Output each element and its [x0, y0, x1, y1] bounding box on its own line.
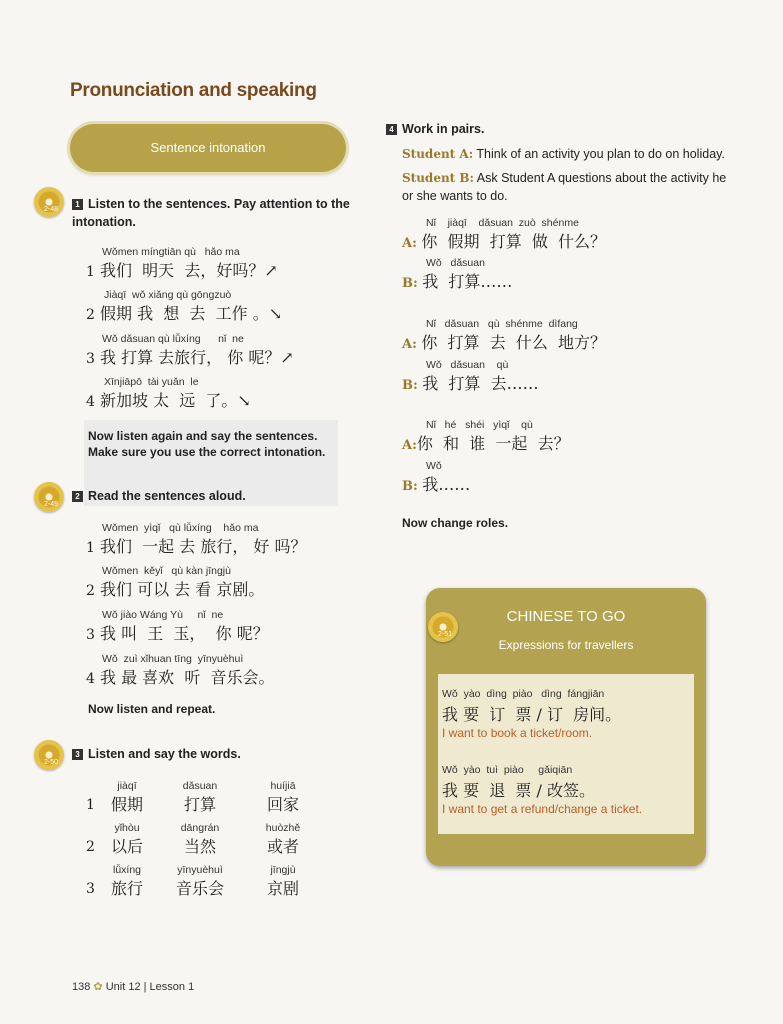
chinese-to-go-box [426, 588, 706, 866]
student-a-instruction [402, 147, 742, 161]
word [170, 780, 230, 815]
page-title: Pronunciation and speaking [70, 80, 317, 101]
hanzi: 或者 [266, 837, 299, 856]
word [170, 864, 230, 899]
pinyin: Xīnjiāpō tài yuǎn le [104, 376, 199, 388]
hanzi: 我 最 喜欢 听 音乐会。 [100, 668, 275, 687]
hanzi: 京剧 [266, 879, 299, 898]
track-label: 2-51 [437, 631, 452, 638]
pinyin: yǐhòu [114, 822, 140, 834]
exercise-2-heading [72, 489, 246, 503]
item-number: 2 [86, 583, 95, 599]
track-label: 2-48 [43, 206, 58, 213]
word-row [86, 780, 326, 822]
page-footer [72, 980, 194, 993]
dialogue-line [402, 318, 606, 353]
speaker-label: A: [402, 236, 417, 251]
hanzi: 我们 可以 去 看 京剧。 [100, 580, 265, 599]
instruction-text: Ask Student A questions about the activity he [476, 171, 727, 185]
dialogue-line [402, 257, 512, 292]
pinyin: Wǒ jiào Wáng Yù nǐ ne [102, 609, 224, 621]
word [258, 822, 308, 857]
pinyin: huòzhě [265, 822, 301, 834]
track-label: 2-50 [43, 759, 58, 766]
hanzi: 我 打算 去旅行， 你 呢？↗ [100, 348, 294, 367]
list-item [86, 653, 275, 688]
hanzi: 打算 [183, 795, 216, 814]
list-item [86, 565, 264, 600]
item-number: 1 [86, 797, 95, 813]
track-label: 2-49 [43, 501, 58, 508]
cd-icon[interactable] [34, 740, 64, 770]
pinyin: Wǒmen yìqǐ qù lǚxíng hǎo ma [102, 522, 259, 534]
hanzi: 假期 我 想 去 工作 。↘ [100, 304, 283, 323]
exercise-number: 3 [72, 749, 83, 760]
word [102, 780, 152, 815]
student-b-label: Student B: [402, 171, 474, 185]
list-item [86, 376, 251, 411]
word [102, 864, 152, 899]
hanzi: 旅行 [110, 879, 143, 898]
exercise-number: 4 [386, 124, 397, 135]
section-pill-label: Sentence intonation [150, 140, 266, 155]
pinyin: Nǐ jiàqī dǎsuan zuò shénme [426, 217, 579, 229]
hanzi: 你 和 谁 一起 去？ [416, 434, 570, 453]
pinyin: Wǒ [426, 460, 442, 472]
item-number: 3 [86, 881, 95, 897]
pinyin: dǎsuan [182, 780, 218, 792]
pinyin: huíjiā [270, 780, 296, 792]
speaker-label: A: [402, 337, 417, 352]
unit-label: Unit 12 [105, 981, 141, 993]
dialogue-line [402, 217, 606, 252]
hanzi: 我…… [422, 475, 471, 494]
pinyin: yīnyuèhuì [177, 864, 223, 876]
pinyin: Nǐ dǎsuan qù shénme dìfang [426, 318, 578, 330]
pinyin: dāngrán [180, 822, 220, 834]
hanzi: 假期 [110, 795, 143, 814]
hanzi: 我 打算…… [422, 272, 513, 291]
item-number: 3 [86, 627, 95, 643]
heading-line: intonation. [72, 215, 136, 229]
hanzi: 我们 明天 去，好吗？↗ [100, 261, 278, 280]
word [258, 864, 308, 899]
hanzi: 你 假期 打算 做 什么？ [421, 232, 607, 251]
heading-text: Listen and say the words. [88, 747, 241, 761]
cd-icon[interactable] [428, 612, 458, 642]
pinyin: Wǒ dǎsuan qù [426, 359, 509, 371]
instruction-line: Make sure you use the correct intonation. [88, 445, 326, 459]
pinyin: jiàqī [117, 780, 137, 792]
divider: | [143, 981, 147, 993]
flower-icon: ✿ [93, 981, 103, 993]
hanzi: 你 打算 去 什么 地方？ [421, 333, 607, 352]
hanzi: 音乐会 [175, 879, 224, 898]
hanzi: 新加坡 太 远 了。↘ [100, 391, 251, 410]
exercise-number: 1 [72, 199, 83, 210]
pinyin: Wǒ yào dìng piào dìng fángjiān [442, 688, 605, 700]
item-number: 3 [86, 351, 95, 367]
word [170, 822, 230, 857]
list-item [86, 333, 294, 368]
item-number: 2 [86, 307, 95, 323]
heading-text: Work in pairs. [402, 122, 485, 136]
cd-icon[interactable] [34, 482, 64, 512]
pinyin: lǚxíng [112, 864, 142, 876]
list-item [86, 246, 278, 281]
speaker-label: B: [402, 378, 418, 393]
list-item [86, 609, 269, 644]
translation: I want to get a refund/change a ticket. [442, 802, 643, 816]
list-item [86, 289, 282, 324]
speaker-label: B: [402, 276, 418, 291]
exercise-number: 2 [72, 491, 83, 502]
item-number: 4 [86, 671, 95, 687]
word-row [86, 864, 326, 906]
speaker-label: B: [402, 479, 418, 494]
box-subtitle: Expressions for travellers [498, 638, 634, 652]
page-number: 138 [72, 981, 91, 993]
lesson-label: Lesson 1 [149, 981, 195, 993]
hanzi: 回家 [266, 795, 299, 814]
instruction-text: Now listen and repeat. [88, 702, 216, 716]
pinyin: Wǒmen kěyǐ qù kàn jīngjù [102, 565, 231, 577]
exercise-1-heading [72, 195, 352, 231]
word [102, 822, 152, 857]
exercise-4-heading [386, 122, 484, 136]
pinyin: Wǒ yào tuì piào gǎiqiān [442, 764, 573, 776]
pinyin: jīngjù [270, 864, 296, 876]
dialogue-line [402, 359, 539, 394]
pinyin: Jiàqī wǒ xiǎng qù gōngzuò [104, 289, 232, 301]
hanzi: 以后 [110, 837, 143, 856]
pinyin: Wǒ zuì xǐhuan tīng yīnyuèhuì [102, 653, 244, 665]
instruction-line: Now listen again and say the sentences. [88, 429, 318, 443]
item-number: 4 [86, 394, 95, 410]
cd-icon[interactable] [34, 187, 64, 217]
list-item [86, 522, 307, 557]
dialogue-line [402, 419, 570, 454]
hanzi: 我 打算 去…… [422, 374, 539, 393]
student-b-instruction [402, 169, 742, 205]
box-title: CHINESE TO GO [506, 608, 626, 625]
dialogue-line [402, 460, 470, 495]
hanzi: 我们 一起 去 旅行， 好 吗？ [100, 537, 307, 556]
item-number: 1 [86, 540, 95, 556]
pinyin: Wǒ dǎsuan [426, 257, 485, 269]
item-number: 1 [86, 264, 95, 280]
section-pill [70, 124, 346, 172]
pinyin: Wǒmen míngtiān qù hǎo ma [102, 246, 240, 258]
expressions-panel [438, 674, 694, 834]
heading-line: Listen to the sentences. Pay attention to the [88, 197, 350, 211]
item-number: 2 [86, 839, 95, 855]
student-a-label: Student A: [402, 147, 474, 161]
instruction-text: Now change roles. [402, 516, 509, 530]
hanzi: 当然 [183, 837, 216, 856]
exercise-3-heading [72, 747, 241, 761]
hanzi: 我 叫 王 玉， 你 呢？ [100, 624, 269, 643]
hanzi: 我 要 退 票 / 改签。 [442, 781, 595, 800]
word [258, 780, 308, 815]
heading-text: Read the sentences aloud. [88, 489, 246, 503]
hanzi: 我 要 订 票 / 订 房间。 [442, 705, 622, 724]
speaker-label: A: [402, 438, 417, 453]
pinyin: Wǒ dǎsuan qù lǚxíng nǐ ne [102, 333, 244, 345]
translation: I want to book a ticket/room. [442, 726, 593, 740]
pinyin: Nǐ hé shéi yìqǐ qù [426, 419, 533, 431]
instruction-text: or she wants to do. [402, 189, 508, 203]
instruction-text: Think of an activity you plan to do on holiday. [476, 147, 725, 161]
word-row [86, 822, 326, 864]
